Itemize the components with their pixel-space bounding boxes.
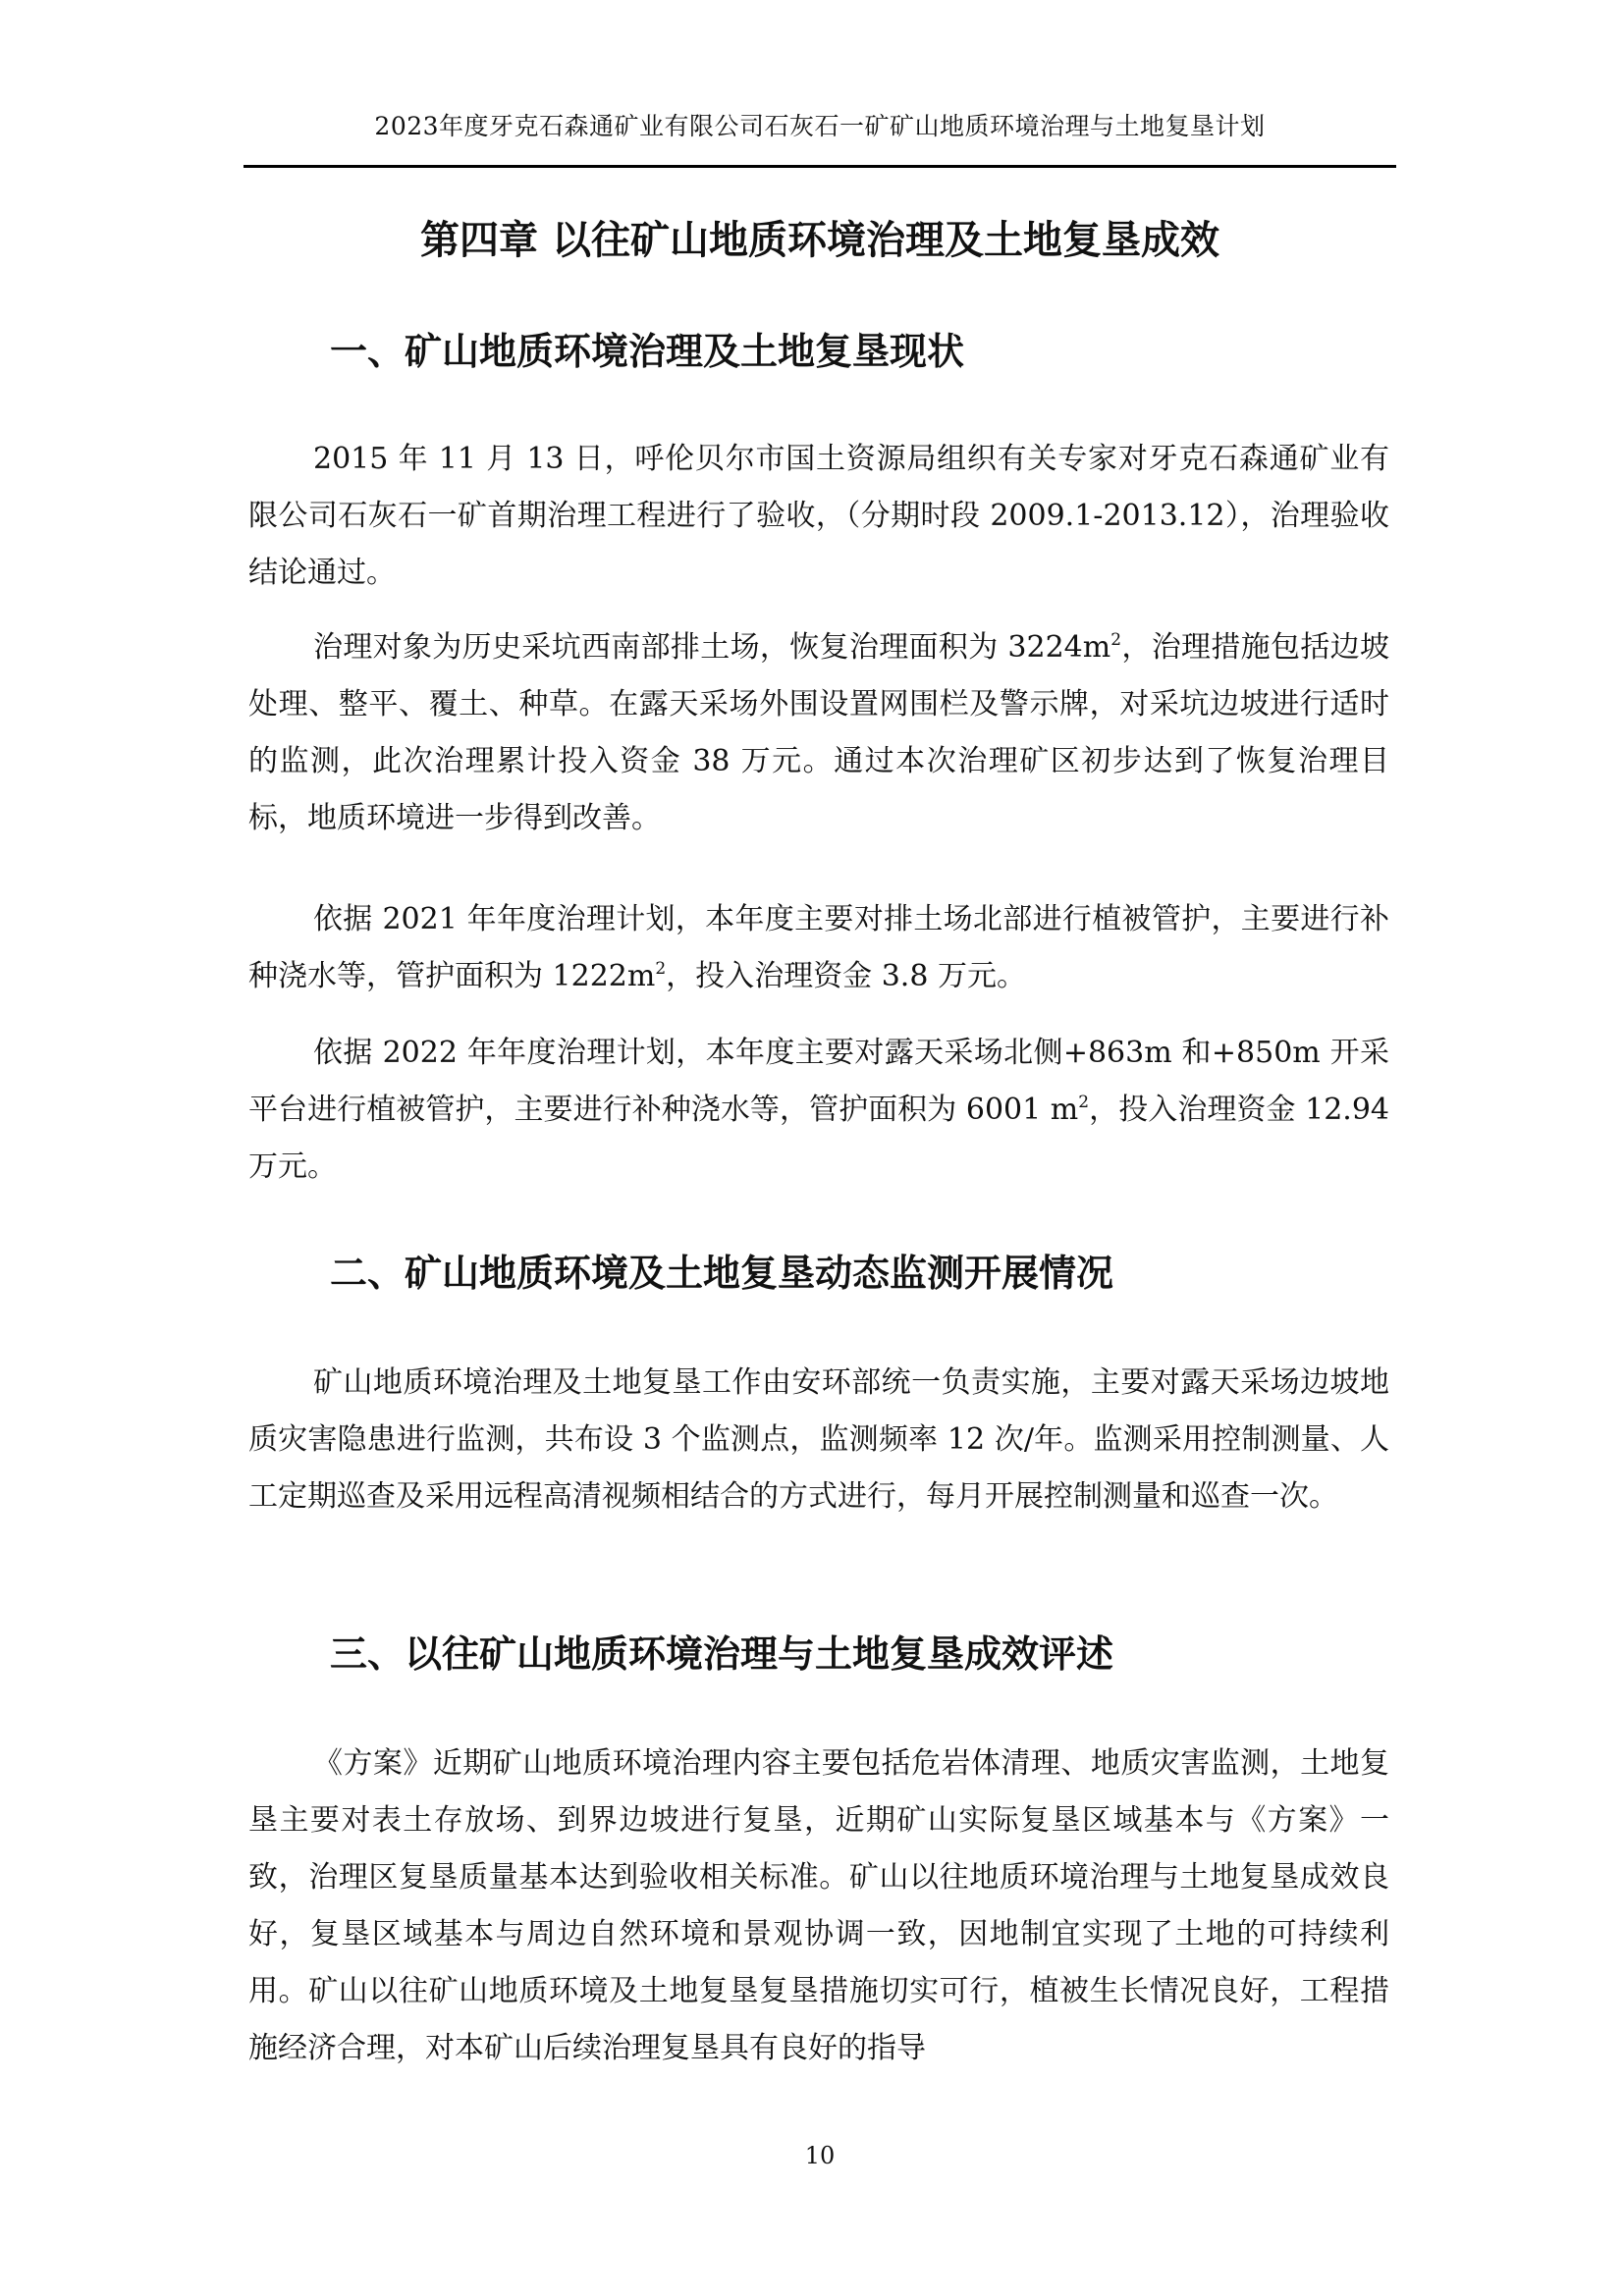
running-header: 2023年度牙克石森通矿业有限公司石灰石一矿矿山地质环境治理与土地复垦计划 bbox=[374, 112, 1266, 140]
paragraph-text: 依据 2021 年年度治理计划，本年度主要对排土场北部进行植被管护，主要进行补种浇水等，管护面积为 1222m bbox=[248, 902, 1389, 993]
paragraph-1-2 bbox=[248, 619, 1389, 847]
paragraph-text: ，投入治理资金 12.94 万元。 bbox=[248, 1093, 1389, 1184]
superscript-unit: 2 bbox=[1110, 630, 1122, 650]
section-heading-1: 一、矿山地质环境治理及土地复垦现状 bbox=[330, 330, 965, 373]
page-number: 10 bbox=[804, 2142, 836, 2169]
chapter-title: 第四章 以往矿山地质环境治理及土地复垦成效 bbox=[420, 218, 1219, 263]
section-heading-3: 三、以往矿山地质环境治理与土地复垦成效评述 bbox=[330, 1632, 1114, 1676]
header-divider bbox=[244, 165, 1396, 168]
section-heading-2: 二、矿山地质环境及土地复垦动态监测开展情况 bbox=[330, 1252, 1114, 1295]
paragraph-2-1: 矿山地质环境治理及土地复垦工作由安环部统一负责实施，主要对露天采场边坡地质灾害隐患进行监测，共布设 3 个监测点，监测频率 12 次/年。监测采用控制测量、人工定期巡查及采用远程高清视频相结合的方式进行，每月开展控制测量和巡查一次。 bbox=[248, 1365, 1389, 1514]
paragraph-1-1: 2015 年 11 月 13 日，呼伦贝尔市国土资源局组织有关专家对牙克石森通矿业有限公司石灰石一矿首期治理工程进行了验收，（分期时段 2009.1-2013.12），治理验收结论通过。 bbox=[248, 442, 1390, 590]
paragraph-text: ，治理措施包括边坡处理、整平、覆土、种草。在露天采场外围设置网围栏及警示牌，对采坑边坡进行适时的监测，此次治理累计投入资金 38 万元。通过本次治理矿区初步达到了恢复治理目标，地质环境进一步得到改善。 bbox=[248, 630, 1389, 835]
paragraph-3-1: 《方案》近期矿山地质环境治理内容主要包括危岩体清理、地质灾害监测，土地复垦主要对表土存放场、到界边坡进行复垦，近期矿山实际复垦区域基本与《方案》一致，治理区复垦质量基本达到验收相关标准。矿山以往地质环境治理与土地复垦成效良好，复垦区域基本与周边自然环境和景观协调一致，因地制宜实现了土地的可持续利用。矿山以往矿山地质环境及土地复垦复垦措施切实可行，植被生长情况良好，工程措施经济合理，对本矿山后续治理复垦具有良好的指导 bbox=[248, 1746, 1389, 2065]
paragraph-text: ，投入治理资金 3.8 万元。 bbox=[666, 959, 1026, 993]
paragraph-1-4 bbox=[248, 1025, 1389, 1196]
superscript-unit: 2 bbox=[655, 959, 667, 979]
paragraph-text: 治理对象为历史采坑西南部排土场，恢复治理面积为 3224m bbox=[313, 630, 1111, 665]
paragraph-text: 依据 2022 年年度治理计划，本年度主要对露天采场北侧+863m 和+850m 开采平台进行植被管护，主要进行补种浇水等，管护面积为 6001 m bbox=[248, 1036, 1389, 1127]
superscript-unit: 2 bbox=[1078, 1093, 1090, 1112]
paragraph-1-3 bbox=[248, 891, 1389, 1005]
